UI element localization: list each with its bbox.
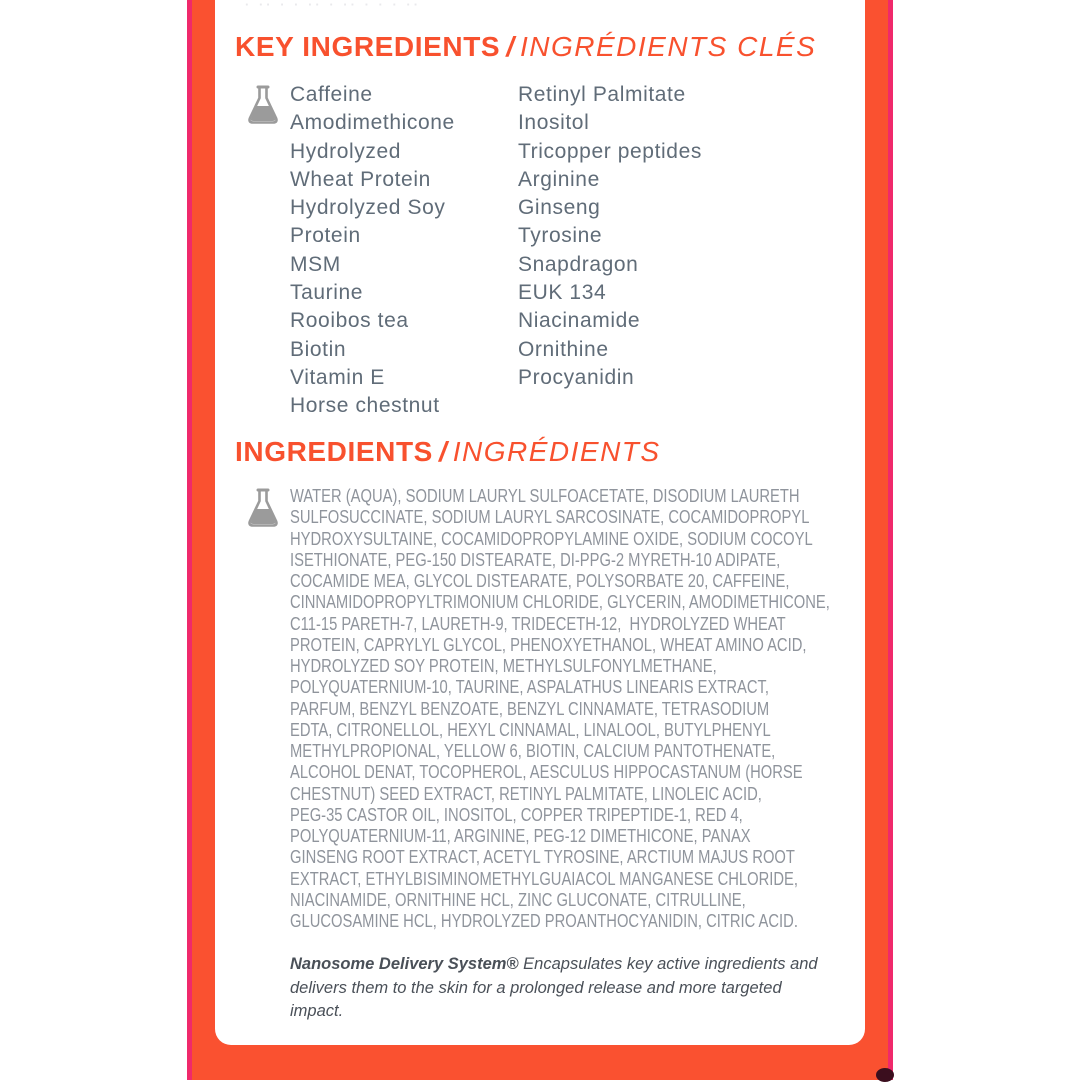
inci-line: WATER (AQUA), SODIUM LAURYL SULFOACETATE, DISODIUM LAURETH — [290, 486, 800, 506]
inci-line: EXTRACT, ETHYLBISIMINOMETHYLGUAIACOL MANGANESE CHLORIDE, — [290, 868, 798, 889]
inci-line: SULFOSUCCINATE, SODIUM LAURYL SARCOSINATE, COCAMIDOPROPYL — [290, 507, 810, 528]
inci-ingredient-list — [290, 486, 840, 932]
key-ingredient-item: Snapdragon — [518, 252, 639, 276]
product-label — [187, 0, 893, 1080]
inci-line: HYDROXYSULTAINE, COCAMIDOPROPYLAMINE OXIDE, SODIUM COCOYL — [290, 528, 813, 549]
key-ingredient-item: Ginseng — [518, 196, 601, 220]
key-ingredient-item: Wheat Protein — [290, 167, 431, 191]
key-ingredients-heading-en: KEY INGREDIENTS — [235, 31, 501, 62]
key-ingredient-item: Tricopper peptides — [518, 139, 702, 163]
inci-line: ALCOHOL DENAT, TOCOPHEROL, AESCULUS HIPPOCASTANUM (HORSE — [290, 762, 803, 783]
inci-line: GLUCOSAMINE HCL, HYDROLYZED PROANTHOCYANIDIN, CITRIC ACID. — [290, 911, 798, 931]
inci-line: CINNAMIDOPROPYLTRIMONIUM CHLORIDE, GLYCERIN, AMODIMETHICONE, — [290, 592, 830, 613]
key-ingredient-item: EUK 134 — [518, 281, 607, 305]
inci-line: COCAMIDE MEA, GLYCOL DISTEARATE, POLYSORBATE 20, CAFFEINE, — [290, 571, 790, 591]
inci-line: NIACINAMIDE, ORNITHINE HCL, ZINC GLUCONATE, CITRULLINE, — [290, 889, 746, 910]
key-ingredients-column-left — [290, 81, 518, 421]
nanosome-footnote-title: Nanosome Delivery System® — [290, 955, 519, 973]
nanosome-footnote-text: Encapsulates key active ingredients and delivers them to the skin for a prolonged release and more targeted impact. — [290, 955, 818, 1020]
inci-line: POLYQUATERNIUM-10, TAURINE, ASPALATHUS LINEARIS EXTRACT, — [290, 677, 769, 698]
ingredients-heading — [235, 436, 661, 468]
inci-line: HYDROLYZED SOY PROTEIN, METHYLSULFONYLMETHANE, — [290, 656, 717, 676]
cutoff-text-top: · ·· · · ·· · ·· · · · ·· — [245, 0, 422, 9]
key-ingredient-item: MSM — [290, 252, 341, 276]
flask-icon — [245, 84, 281, 128]
inci-line: PROTEIN, CAPRYLYL GLYCOL, PHENOXYETHANOL, WHEAT AMINO ACID, — [290, 634, 807, 655]
heading-separator: / — [506, 31, 514, 62]
key-ingredients-heading-fr: INGRÉDIENTS CLÉS — [519, 31, 817, 62]
key-ingredient-item: Tyrosine — [518, 224, 603, 248]
inci-line: GINSENG ROOT EXTRACT, ACETYL TYROSINE, ARCTIUM MAJUS ROOT — [290, 847, 795, 868]
inci-line: METHYLPROPIONAL, YELLOW 6, BIOTIN, CALCIUM PANTOTHENATE, — [290, 741, 776, 761]
key-ingredient-item: Rooibos tea — [290, 309, 409, 333]
inci-line: ISETHIONATE, PEG-150 DISTEARATE, DI-PPG-2 MYRETH-10 ADIPATE, — [290, 549, 781, 570]
key-ingredient-item: Inositol — [518, 111, 590, 135]
inci-line: POLYQUATERNIUM-11, ARGININE, PEG-12 DIMETHICONE, PANAX — [290, 826, 751, 846]
key-ingredient-item: Horse chestnut — [290, 394, 440, 418]
label-orange-frame — [192, 0, 888, 1080]
inci-line: PARFUM, BENZYL BENZOATE, BENZYL CINNAMATE, TETRASODIUM — [290, 698, 770, 719]
key-ingredient-item: Taurine — [290, 281, 364, 305]
key-ingredient-item: Retinyl Palmitate — [518, 83, 686, 106]
key-ingredients-column-right — [518, 81, 758, 392]
key-ingredient-item: Biotin — [290, 337, 347, 361]
key-ingredient-item: Arginine — [518, 167, 600, 191]
inci-line: EDTA, CITRONELLOL, HEXYL CINNAMAL, LINALOOL, BUTYLPHENYL — [290, 719, 771, 740]
inci-line: CHESTNUT) SEED EXTRACT, RETINYL PALMITATE, LINOLEIC ACID, — [290, 783, 762, 804]
key-ingredient-item: Ornithine — [518, 337, 609, 361]
heading-separator: / — [438, 436, 447, 467]
inci-line: PEG-35 CASTOR OIL, INOSITOL, COPPER TRIPEPTIDE-1, RED 4, — [290, 804, 743, 825]
key-ingredient-item: Hydrolyzed — [290, 139, 402, 163]
key-ingredient-item: Hydrolyzed Soy — [290, 196, 446, 220]
ingredients-heading-fr: INGRÉDIENTS — [452, 436, 661, 467]
key-ingredient-item: Amodimethicone — [290, 111, 455, 135]
key-ingredients-heading — [235, 31, 816, 63]
key-ingredient-item: Vitamin E — [290, 365, 385, 389]
key-ingredient-item: Procyanidin — [518, 365, 635, 389]
key-ingredient-item: Protein — [290, 224, 361, 248]
key-ingredient-item: Caffeine — [290, 83, 373, 106]
flask-icon — [245, 487, 281, 531]
key-ingredient-item: Niacinamide — [518, 309, 641, 333]
ingredients-heading-en: INGREDIENTS — [235, 436, 433, 467]
inci-line: C11-15 PARETH-7, LAURETH-9, TRIDECETH-12, HYDROLYZED WHEAT — [290, 613, 786, 634]
label-content-panel — [215, 0, 865, 1045]
nanosome-footnote — [290, 953, 818, 1024]
